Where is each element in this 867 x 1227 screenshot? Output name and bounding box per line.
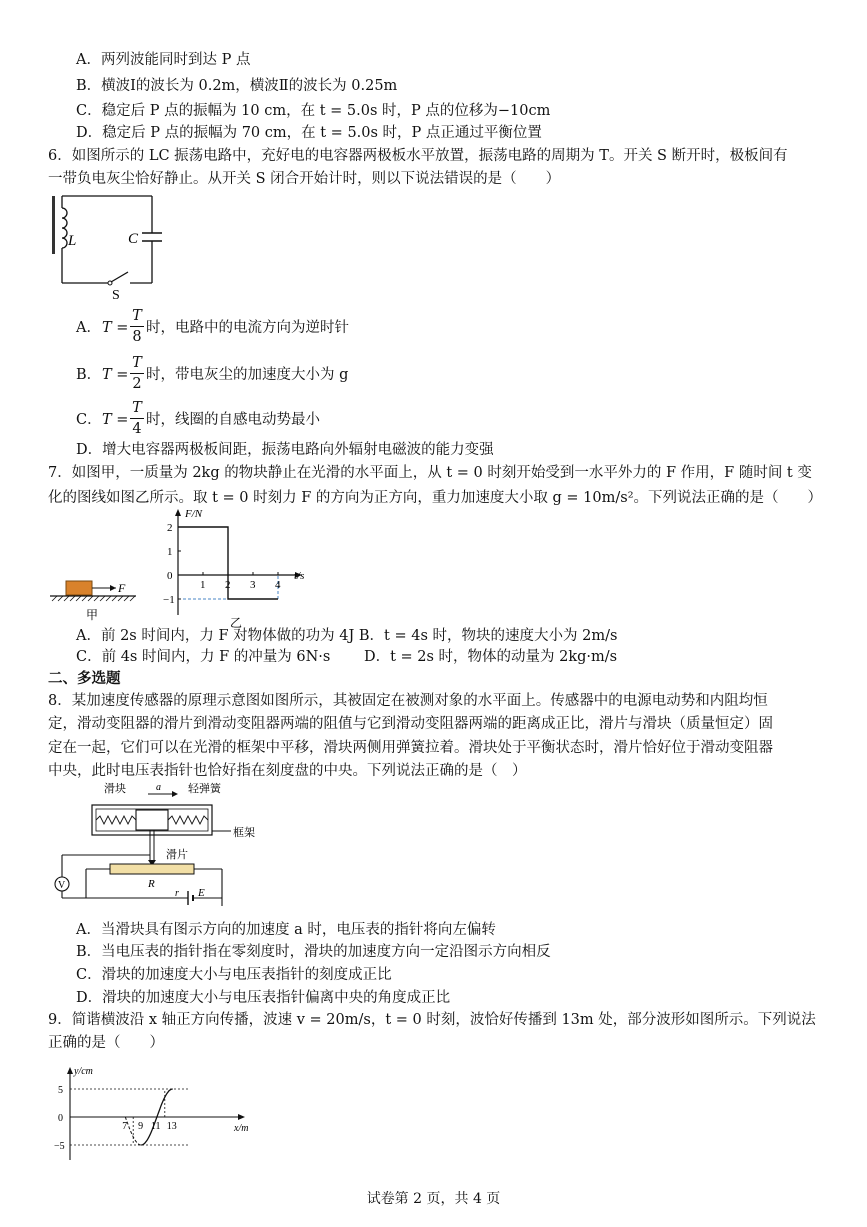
q8-stem-line1: 8．某加速度传感器的原理示意图如图所示，其被固定在被测对象的水平面上。传感器中的电源电动势和内阻均恒 (48, 693, 768, 709)
q5-option-c: C．稳定后 P 点的振幅为 10 cm，在 t = 5.0s 时，P 点的位移为−10cm (76, 103, 551, 119)
label-spring: 轻弹簧 (188, 783, 221, 795)
svg-text:V: V (58, 880, 66, 891)
force-series-line (178, 527, 278, 599)
q9-stem-line2: 正确的是（ ） (48, 1035, 164, 1051)
block (66, 581, 92, 595)
x-tick-label: 7 (122, 1121, 128, 1132)
y-tick-label: 0 (58, 1113, 63, 1124)
q9-stem-line1: 9．简谐横波沿 x 轴正方向传播，波速 v = 20m/s，t = 0 时刻，波恰好传播到 13m 处，部分波形如图所示。下列说法 (48, 1012, 816, 1028)
y-tick-label: 0 (167, 570, 173, 582)
ground-hatch (52, 596, 135, 601)
y-tick-label: 5 (58, 1085, 63, 1096)
svg-text:a: a (156, 782, 161, 793)
spring-left (96, 816, 136, 824)
page-footer: 试卷第 2 页，共 4 页 (366, 1191, 501, 1207)
x-tick-label: 4 (275, 579, 281, 591)
rheostat-R (110, 864, 194, 874)
y-tick-label: −1 (163, 594, 175, 606)
x-axis-label: t/s (294, 570, 305, 582)
x-tick-label: 1 (200, 579, 206, 591)
x-tick-label: 2 (225, 579, 231, 591)
q7-options-cd: C．前 4s 时间内，力 F 的冲量为 6N·s D．t = 2s 时，物体的动量为 2kg·m/s (76, 649, 618, 665)
y-tick-label: −5 (54, 1141, 65, 1152)
q8-option-d: D．滑块的加速度大小与电压表指针偏离中央的角度成正比 (76, 990, 451, 1006)
slider-block (136, 810, 168, 830)
caption-yi: 乙 (230, 616, 243, 630)
q5-option-a: A．两列波能同时到达 P 点 (76, 52, 251, 68)
y-axis-label: y/cm (74, 1066, 93, 1077)
x-tick-label: 9 (138, 1121, 144, 1132)
wave-chart (48, 1062, 263, 1162)
x-tick-label: 11 (150, 1121, 161, 1132)
q7-stem-line2: 化的图线如图乙所示。取 t = 0 时刻力 F 的方向为正方向，重力加速度大小取 g = 10m/s²。下列说法正确的是（ ） (48, 490, 823, 506)
label-C: C (128, 231, 139, 247)
inductor-core (52, 196, 55, 254)
x-axis-label: x/m (234, 1123, 249, 1134)
y-tick-label: 1 (167, 546, 173, 558)
y-tick-label: 2 (167, 522, 173, 534)
q7-stem-line1: 7．如图甲，一质量为 2kg 的物块静止在光滑的水平面上，从 t = 0 时刻开始受到一水平外力的 F 作用，F 随时间 t 变 (48, 465, 812, 481)
q8-stem-line3: 定在一起，它们可以在光滑的框架中平移，滑块两侧用弹簧拉着。滑块处于平衡状态时，滑片恰好位于滑动变阻器 (48, 740, 773, 756)
caption-jia: 甲 (86, 608, 99, 622)
force-time-chart (160, 505, 320, 630)
q6-option-d: D．增大电容器两极板间距，振荡电路向外辐射电磁波的能力变强 (76, 442, 494, 458)
section-heading: 二、多选题 (48, 670, 121, 687)
q8-option-c: C．滑块的加速度大小与电压表指针的刻度成正比 (76, 967, 392, 983)
x-tick-label: 3 (250, 579, 256, 591)
label-block: 滑块 (104, 783, 126, 795)
y-axis-label: F/N (185, 508, 203, 520)
label-frame: 框架 (233, 827, 255, 839)
q5-option-b: B．横波Ⅰ的波长为 0.2m，横波Ⅱ的波长为 0.25m (76, 78, 398, 94)
q6-stem-line2: 一带负电灰尘恰好静止。从开关 S 闭合开始计时，则以下说法错误的是（ ） (48, 171, 561, 187)
svg-text:r: r (175, 888, 179, 899)
x-tick-label: 13 (166, 1121, 177, 1132)
q8-stem-line4: 中央，此时电压表指针也恰好指在刻度盘的中央。下列说法正确的是（ ） (48, 763, 527, 779)
accelerometer-figure (48, 780, 278, 915)
block-on-surface-figure (48, 575, 148, 623)
label-L: L (68, 233, 77, 249)
q5-option-d: D．稳定后 P 点的振幅为 70 cm，在 t = 5.0s 时，P 点正通过平衡位置 (76, 125, 542, 141)
q8-stem-line2: 定，滑动变阻器的滑片到滑动变阻器两端的阻值与它到滑动变阻器两端的距离成正比，滑片与滑块（质量恒定）固 (48, 716, 773, 732)
label-S: S (112, 288, 120, 303)
svg-text:F: F (118, 581, 126, 595)
q7-options-ab: A．前 2s 时间内，力 F 对物体做的功为 4J B．t = 4s 时，物块的速度大小为 2m/s (76, 628, 618, 644)
svg-text:R: R (148, 878, 155, 890)
q8-option-a: A．当滑块具有图示方向的加速度 a 时，电压表的指针将向左偏转 (76, 922, 496, 938)
svg-text:E: E (198, 887, 205, 899)
q8-option-b: B．当电压表的指针指在零刻度时，滑块的加速度方向一定沿图示方向相反 (76, 944, 551, 960)
lc-circuit-figure (48, 188, 173, 303)
switch-lever (111, 272, 128, 282)
q6-stem-line1: 6．如图所示的 LC 振荡电路中，充好电的电容器两极板水平放置，振荡电路的周期为 T。开关 S 断开时，极板间有 (48, 148, 788, 164)
spring-right (168, 816, 208, 824)
inductor-coil (62, 208, 67, 248)
label-slider: 滑片 (166, 849, 188, 861)
